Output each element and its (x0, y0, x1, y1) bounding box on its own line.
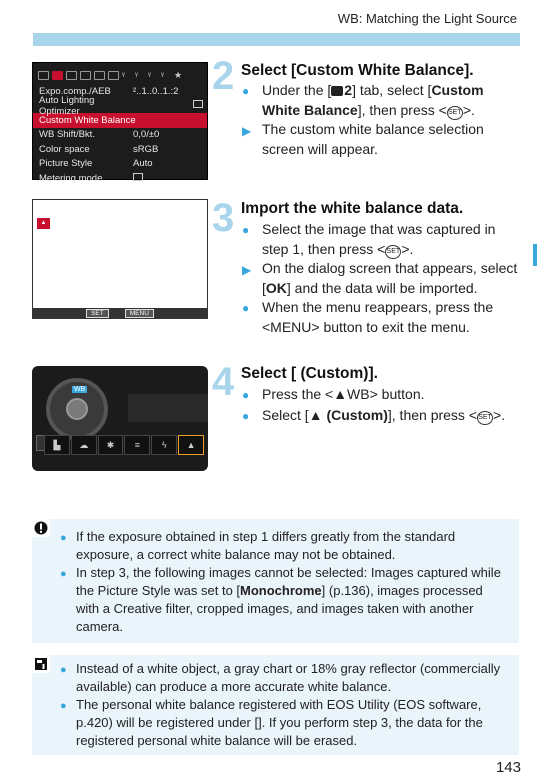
wb-button-label: WB (74, 386, 86, 393)
bullet-marker: ● (242, 223, 250, 237)
playback-tab-icon (94, 71, 105, 80)
header-bar (33, 33, 520, 46)
bullet-marker: ● (60, 532, 67, 544)
step-2-bullets (242, 81, 524, 159)
alo-icon (193, 100, 203, 108)
header-title: WB: Matching the Light Source (337, 11, 517, 26)
menu-row-label: Picture Style (39, 158, 93, 170)
camera-body-photo (32, 366, 208, 471)
step-number-3: 3 (212, 196, 235, 240)
step-title-3: Import the white balance data. (241, 200, 464, 217)
bullet-marker: ● (60, 700, 67, 712)
step-number-2: 2 (212, 54, 235, 98)
camera-menu-screenshot (32, 62, 208, 184)
menu-row-metering (33, 171, 207, 186)
result-arrow-marker: ▶ (242, 124, 252, 138)
list-item: ● The personal white balance registered with EOS Utility (EOS software, p.420) will be registered under []. If you perform step 3, the data for the registered personal white balance will be erased. (60, 697, 483, 748)
bullet-marker: ● (242, 388, 250, 402)
shooting-tab-3-icon (66, 71, 77, 80)
shooting-tab-2-icon (52, 71, 63, 80)
result-arrow-marker: ▶ (242, 263, 252, 277)
list-item: ● Instead of a white object, a gray chart or 18% gray reflector (commercially available) can produce a more accurate white balance. (60, 661, 501, 694)
my-menu-star-icon: ★ (174, 70, 183, 80)
set-button-icon (66, 398, 88, 420)
custom-wb-icon: ▲ (178, 435, 204, 455)
shooting-tab-1-icon (38, 71, 49, 80)
bullet-marker: ● (242, 301, 250, 315)
setup-tab-3-icon: ᵞ (148, 70, 151, 80)
set-button-icon: SET (385, 245, 401, 259)
wb-options-strip (44, 435, 204, 455)
menu-row-value: 0,0/±0 (133, 129, 160, 141)
shade-icon: ▙ (44, 435, 70, 455)
step-number-4: 4 (212, 360, 235, 404)
note-box (32, 655, 519, 755)
step-3-bullets (242, 220, 524, 337)
setup-tab-2-icon: ᵞ (135, 70, 138, 80)
menu-row-value: sRGB (133, 143, 159, 155)
note-icon (32, 655, 50, 673)
bullet-marker: ● (242, 408, 250, 423)
list-item: ▶ On the dialog screen that appears, select [OK] and the data will be imported. (242, 260, 518, 296)
list-item: ▶ The custom white balance selection screen will appear. (242, 121, 484, 157)
chapter-edge-tab (533, 244, 537, 266)
tungsten-icon: ✱ (98, 435, 124, 455)
playback-tab-2-icon (108, 71, 119, 80)
custom-wb-icon: ▲ (37, 218, 50, 229)
flash-icon: ϟ (151, 435, 177, 455)
set-label: SET (86, 309, 109, 318)
bullet-marker: ● (60, 568, 67, 580)
caution-box (32, 519, 519, 643)
list-item: ● When the menu reappears, press the <MENU> button to exit the menu. (242, 299, 494, 335)
menu-row-value: Auto (133, 158, 153, 170)
menu-row-color-space (33, 142, 207, 157)
set-button-icon: SET (477, 411, 493, 425)
setup-tab-4-icon: ᵞ (161, 70, 164, 80)
step-title-4: Select [ (Custom)]. (241, 365, 378, 382)
menu-row-custom-wb (33, 113, 207, 128)
wb-select-screen (32, 199, 208, 319)
bullet-marker: ● (242, 84, 250, 98)
wb-screen-bottom-bar (33, 308, 207, 318)
note-bullets (60, 660, 505, 750)
menu-row-wb-shift (33, 128, 207, 143)
menu-row-label: Auto Lighting Optimizer (39, 94, 95, 117)
list-item: ● If the exposure obtained in step 1 differs greatly from the standard exposure, a correct white balance may not be obtained. (60, 529, 456, 562)
menu-row-label: Color space (39, 143, 90, 155)
menu-label: MENU (125, 309, 154, 318)
caution-bullets (60, 528, 505, 636)
evaluative-metering-icon (133, 173, 143, 181)
menu-row-alo (33, 94, 207, 117)
list-item: ● Under the [ 2] tab, select [Custom White Balance], then press <SET>. (242, 82, 484, 118)
menu-tabs (33, 63, 207, 84)
menu-row-value (133, 100, 203, 111)
camera-lcd-icon (128, 394, 208, 422)
cloudy-icon: ☁ (71, 435, 97, 455)
list-item: ● Press the <▲WB> button. (242, 385, 524, 406)
caution-icon (32, 519, 50, 537)
menu-row-label: Metering mode (39, 172, 103, 184)
menu-row-label: WB Shift/Bkt. (39, 129, 95, 141)
list-item: ● In step 3, the following images cannot be selected: Images captured while the Picture Style was set to [Monochrome] (p.136), images processed with a Creative filter, cropped images, and images taken with another camera. (60, 565, 501, 634)
menu-row-value: ²..1..0..1.:2 (133, 85, 179, 97)
list-item: ● Select the image that was captured in step 1, then press <SET>. (242, 221, 496, 257)
menu-row-picture-style (33, 157, 207, 172)
menu-row-label: Custom White Balance (39, 114, 136, 126)
fluorescent-icon: ≡ (124, 435, 150, 455)
camera-icon (331, 86, 343, 96)
step-title-2: Select [Custom White Balance]. (241, 62, 474, 79)
shooting-tab-4-icon (80, 71, 91, 80)
step-4-bullets (242, 385, 524, 426)
menu-row-label: Expo.comp./AEB (39, 85, 111, 97)
setup-tab-1-icon: ᵞ (122, 70, 125, 80)
bullet-marker: ● (60, 664, 67, 676)
page-number: 143 (495, 759, 521, 776)
set-button-icon: SET (447, 106, 463, 120)
list-item: ● Select [▲ (Custom)], then press <SET>. (242, 406, 524, 427)
custom-wb-icon: ▲ (308, 406, 323, 423)
menu-row-value (133, 173, 201, 184)
